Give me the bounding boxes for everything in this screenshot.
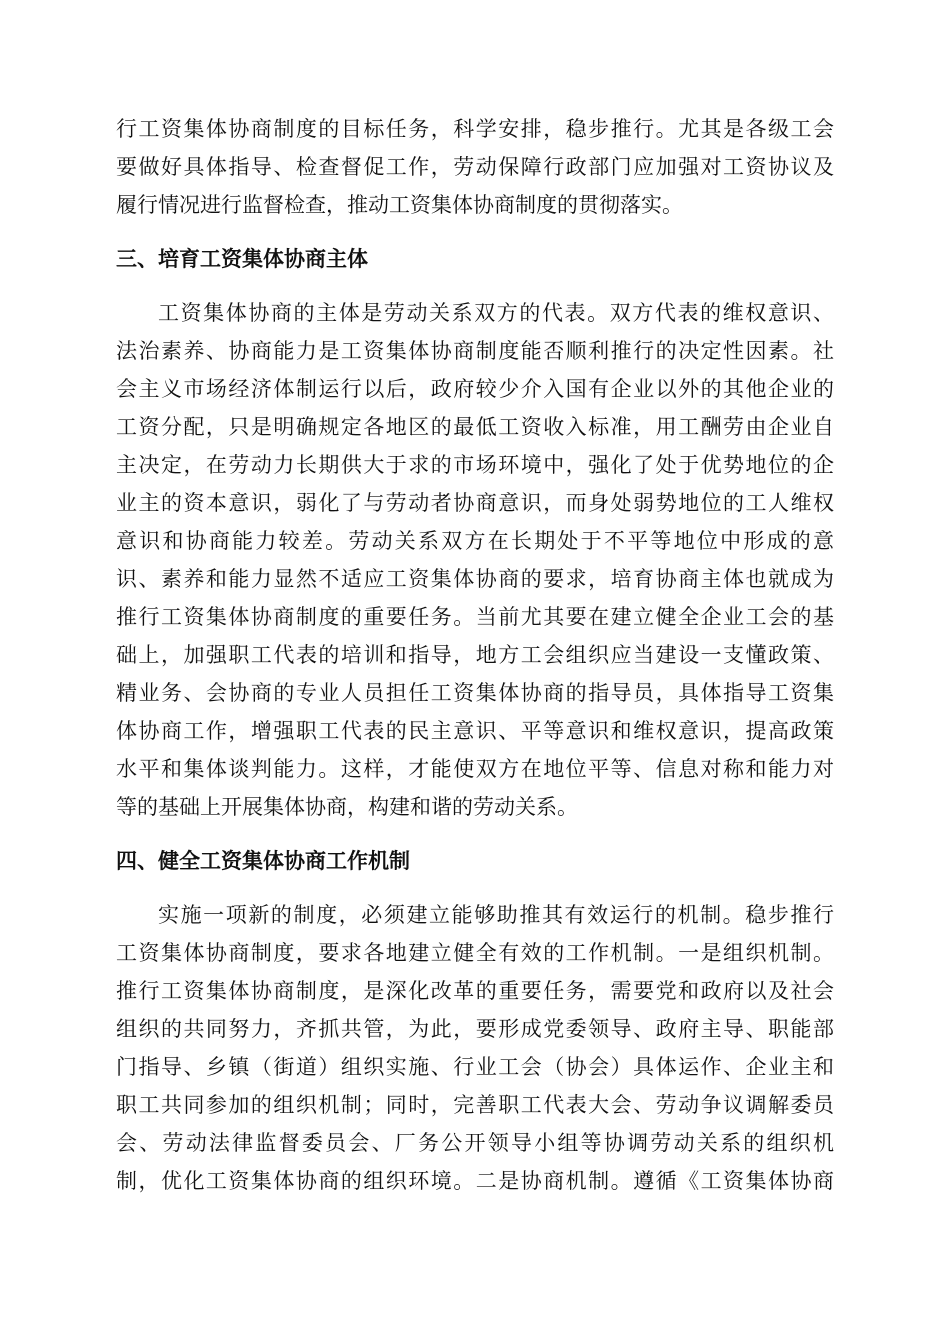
text-line: 职工共同参加的组织机制；同时，完善职工代表大会、劳动争议调解委员 xyxy=(116,1093,834,1117)
text-line: 工资分配，只是明确规定各地区的最低工资收入标准，用工酬劳由企业自 xyxy=(116,415,834,439)
section-2-tail-paragraph xyxy=(116,110,834,224)
text-line: 行工资集体协商制度的目标任务，科学安排，稳步推行。尤其是各级工会 xyxy=(116,117,834,141)
section-4-paragraph xyxy=(116,896,834,1200)
text-line: 门指导、乡镇（街道）组织实施、行业工会（协会）具体运作、企业主和 xyxy=(116,1055,834,1079)
paragraph-gap xyxy=(116,880,834,896)
text-line: 工资集体协商的主体是劳动关系双方的代表。双方代表的维权意识、 xyxy=(158,301,834,325)
text-line: 会、劳动法律监督委员会、厂务公开领导小组等协调劳动关系的组织机 xyxy=(116,1131,834,1155)
text-line: 推行工资集体协商制度，是深化改革的重要任务，需要党和政府以及社会 xyxy=(116,979,834,1003)
text-line: 要做好具体指导、检查督促工作，劳动保障行政部门应加强对工资协议及 xyxy=(116,155,834,179)
text-line: 意识和协商能力较差。劳动关系双方在长期处于不平等地位中形成的意 xyxy=(116,529,834,553)
section-3-paragraph xyxy=(116,294,834,826)
text-line: 会主义市场经济体制运行以后，政府较少介入国有企业以外的其他企业的 xyxy=(116,377,834,401)
text-line: 体协商工作，增强职工代表的民主意识、平等意识和维权意识，提高政策 xyxy=(116,719,834,743)
section-4-heading: 四、健全工资集体协商工作机制 xyxy=(116,849,410,873)
document-body xyxy=(116,110,834,1200)
text-line: 业主的资本意识，弱化了与劳动者协商意识，而身处弱势地位的工人维权 xyxy=(116,491,834,515)
text-line: 识、素养和能力显然不适应工资集体协商的要求，培育协商主体也就成为 xyxy=(116,567,834,591)
text-line: 精业务、会协商的专业人员担任工资集体协商的指导员，具体指导工资集 xyxy=(116,681,834,705)
paragraph-gap xyxy=(116,224,834,240)
text-line: 工资集体协商制度，要求各地建立健全有效的工作机制。一是组织机制。 xyxy=(116,941,834,965)
text-line: 水平和集体谈判能力。这样，才能使双方在地位平等、信息对称和能力对 xyxy=(116,757,834,781)
paragraph-gap xyxy=(116,278,834,294)
text-line: 履行情况进行监督检查，推动工资集体协商制度的贯彻落实。 xyxy=(116,193,683,217)
text-line: 主决定，在劳动力长期供大于求的市场环境中，强化了处于优势地位的企 xyxy=(116,453,834,477)
text-line: 制，优化工资集体协商的组织环境。二是协商机制。遵循《工资集体协商 xyxy=(116,1169,834,1193)
text-line: 法治素养、协商能力是工资集体协商制度能否顺利推行的决定性因素。社 xyxy=(116,339,834,363)
paragraph-gap xyxy=(116,826,834,842)
section-3-heading: 三、培育工资集体协商主体 xyxy=(116,247,368,271)
text-line: 组织的共同努力，齐抓共管，为此，要形成党委领导、政府主导、职能部 xyxy=(116,1017,834,1041)
text-line: 等的基础上开展集体协商，构建和谐的劳动关系。 xyxy=(116,795,578,819)
text-line: 实施一项新的制度，必须建立能够助推其有效运行的机制。稳步推行 xyxy=(158,903,834,927)
text-line: 础上，加强职工代表的培训和指导，地方工会组织应当建设一支懂政策、 xyxy=(116,643,834,667)
text-line: 推行工资集体协商制度的重要任务。当前尤其要在建立健全企业工会的基 xyxy=(116,605,834,629)
